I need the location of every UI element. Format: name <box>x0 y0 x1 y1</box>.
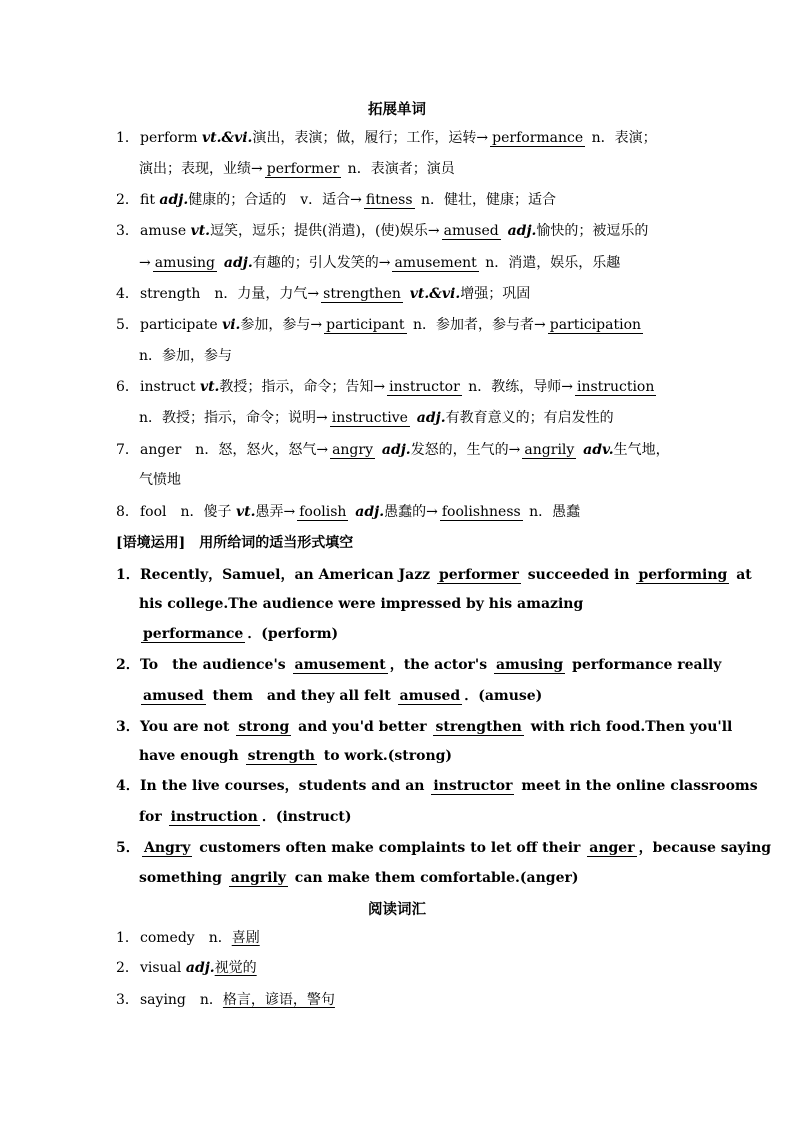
vocab-text: strength n．力量，力气→ <box>140 286 320 302</box>
exercise-text: succeeded in <box>522 567 635 583</box>
vocab-text: participate <box>140 317 223 333</box>
answer-blank: angrily <box>524 442 575 458</box>
part-of-speech: vt. <box>190 223 211 239</box>
answer-blank: performance <box>492 130 584 146</box>
answer-blank: foolishness <box>441 504 521 520</box>
reading-line <box>116 958 686 978</box>
vocab-section-title: 拓展单词 <box>368 101 426 118</box>
answer-blank: amusement <box>294 657 386 673</box>
answer-blank: performance <box>143 626 244 642</box>
part-of-speech: adj. <box>219 255 253 271</box>
item-number: 6． <box>116 379 139 395</box>
reading-word: saying n． <box>140 992 223 1008</box>
exercise-text: for <box>139 809 167 825</box>
part-of-speech: adj. <box>185 960 215 976</box>
reading-word: comedy n． <box>140 930 232 946</box>
vocab-text: 愚弄→ <box>255 504 296 520</box>
vocab-text: 有教育意义的；有启发性的 <box>445 410 614 426</box>
exercise-text: customers often make complaints to let off their <box>194 840 586 856</box>
vocab-text: 愚蠢的→ <box>384 504 438 520</box>
answer-blank: strong <box>238 719 290 735</box>
reading-meaning: 格言，谚语，警句 <box>222 992 335 1008</box>
vocab-text: n．教授；指示，命令；说明→ <box>139 410 328 426</box>
exercise-text: ，the actor's <box>389 657 492 673</box>
vocab-text: perform <box>140 130 202 146</box>
part-of-speech: adj. <box>159 192 189 208</box>
reading-section-title: 阅读词汇 <box>368 901 426 918</box>
part-of-speech: adv. <box>578 442 614 458</box>
answer-blank: anger <box>589 840 635 856</box>
exercise-line <box>139 746 709 766</box>
exercise-text: performance really <box>567 657 722 673</box>
vocab-line <box>116 502 686 522</box>
exercise-text: Recently，Samuel，an American Jazz <box>140 567 435 583</box>
vocab-text: 演出；表现，业绩→ <box>139 161 263 177</box>
vocab-text: n．消遣，娱乐，乐趣 <box>480 255 621 271</box>
vocab-text: anger n．怒，怒火，怒气→ <box>140 442 329 458</box>
vocab-line <box>116 128 686 148</box>
exercise-text: meet in the online classrooms <box>516 778 758 794</box>
vocab-line <box>139 346 709 366</box>
item-number: 4． <box>116 286 139 302</box>
part-of-speech: adj. <box>411 410 446 426</box>
answer-blank: performer <box>266 161 340 177</box>
answer-blank: angry <box>332 442 373 458</box>
exercise-text: have enough <box>139 748 244 764</box>
exercise-text: ．(perform) <box>247 626 339 642</box>
exercise-text: To the audience's <box>140 657 291 673</box>
vocab-line <box>116 315 686 335</box>
exercise-text: In the live courses，students and an <box>140 778 430 794</box>
item-number: 5． <box>116 317 139 333</box>
answer-blank: instruction <box>576 379 655 395</box>
exercise-line <box>139 594 709 614</box>
exercise-text: something <box>139 870 227 886</box>
vocab-text: 气愤地 <box>139 472 181 488</box>
vocab-text: 生气地， <box>613 442 670 458</box>
vocab-text: 有趣的；引人发笑的→ <box>252 255 391 271</box>
vocab-text: n．健壮，健康；适合 <box>416 192 556 208</box>
vocab-text: 健康的；合适的 v．适合→ <box>188 192 362 208</box>
exercise-line <box>139 624 709 644</box>
vocab-text: 发怒的，生气的→ <box>410 442 521 458</box>
answer-blank: amused <box>399 688 461 704</box>
vocab-line <box>116 440 686 460</box>
part-of-speech: adj. <box>350 504 385 520</box>
answer-blank: strength <box>247 748 315 764</box>
vocab-line <box>139 470 709 490</box>
item-number: 7． <box>116 442 139 458</box>
exercise-text: You are not <box>140 719 235 735</box>
answer-blank: amusement <box>394 255 477 271</box>
vocab-text: → <box>139 255 151 271</box>
exercise-line <box>116 655 722 675</box>
vocab-text: n．教练，导师→ <box>463 379 573 395</box>
vocab-text: fool n．傻子 <box>140 504 236 520</box>
vocab-text: n．表演者；演员 <box>343 161 455 177</box>
part-of-speech: vt.&vi. <box>404 286 461 302</box>
exercise-line <box>139 807 709 827</box>
vocab-text: 愉快的；被逗乐的 <box>536 223 649 239</box>
vocab-line <box>116 190 686 210</box>
item-number: 8． <box>116 504 139 520</box>
vocab-text: 参加，参与→ <box>240 317 323 333</box>
exercise-text: at <box>731 567 752 583</box>
answer-blank: performer <box>439 567 519 583</box>
exercise-line <box>139 868 709 888</box>
item-number: 1． <box>116 567 140 583</box>
answer-blank: participant <box>326 317 405 333</box>
vocab-text: 增强；巩固 <box>460 286 531 302</box>
item-number: 1． <box>116 130 139 146</box>
exercise-line <box>116 717 733 737</box>
exercise-line <box>116 565 752 585</box>
answer-blank: instructor <box>433 778 513 794</box>
vocab-text: n．表演； <box>587 130 657 146</box>
exercise-text: and you'd better <box>293 719 432 735</box>
answer-blank: foolish <box>299 504 347 520</box>
reading-line <box>116 990 686 1010</box>
reading-meaning: 视觉的 <box>214 960 257 976</box>
vocab-text: 逗笑，逗乐；提供(消遣)，(使)娱乐→ <box>210 223 440 239</box>
exercise-text: to work.(strong) <box>318 748 453 764</box>
answer-blank: instructive <box>331 410 408 426</box>
part-of-speech: vi. <box>222 317 241 333</box>
exercise-text: with rich food.Then you'll <box>525 719 733 735</box>
vocab-line <box>139 253 709 273</box>
vocab-text: amuse <box>140 223 191 239</box>
item-number: 2． <box>116 657 140 673</box>
vocab-line <box>139 408 709 428</box>
item-number: 3． <box>116 223 139 239</box>
part-of-speech: vt. <box>235 504 256 520</box>
part-of-speech: vt.&vi. <box>201 130 253 146</box>
answer-blank: amusing <box>495 657 564 673</box>
answer-blank: participation <box>549 317 642 333</box>
vocab-text: instruct <box>140 379 200 395</box>
vocab-line <box>116 284 686 304</box>
answer-blank: instructor <box>389 379 460 395</box>
item-number: 2． <box>116 960 139 976</box>
exercise-text: his college.The audience were impressed by his amazing <box>139 596 584 612</box>
exercise-line <box>116 776 758 796</box>
vocab-text: 教授；指示，命令；告知→ <box>219 379 386 395</box>
answer-blank: strengthen <box>323 286 401 302</box>
vocab-line <box>116 377 686 397</box>
item-number: 4． <box>116 778 140 794</box>
item-number: 3． <box>116 992 139 1008</box>
exercise-line <box>116 838 772 858</box>
vocab-line <box>116 221 686 241</box>
reading-meaning: 喜剧 <box>231 930 260 946</box>
context-heading: [语境运用] 用所给词的适当形式填空 <box>116 535 354 551</box>
answer-blank: fitness <box>365 192 413 208</box>
exercise-text: ．(instruct) <box>261 809 352 825</box>
item-number: 1． <box>116 930 139 946</box>
reading-line <box>116 928 686 948</box>
answer-blank: instruction <box>170 809 258 825</box>
exercise-text: can make them comfortable.(anger) <box>289 870 579 886</box>
item-number: 2． <box>116 192 139 208</box>
item-number: 5． <box>116 840 140 856</box>
vocab-text: fit <box>140 192 160 208</box>
vocab-text: n．愚蠢 <box>524 504 581 520</box>
part-of-speech: adj. <box>377 442 411 458</box>
answer-blank: performing <box>638 567 728 583</box>
vocab-line <box>139 159 709 179</box>
item-number: 3． <box>116 719 140 735</box>
exercise-text: ．(amuse) <box>464 688 543 704</box>
exercise-line <box>139 686 709 706</box>
answer-blank: amusing <box>154 255 216 271</box>
vocab-text: 演出，表演；做，履行；工作，运转→ <box>252 130 489 146</box>
vocab-text: n．参加者，参与者→ <box>408 317 546 333</box>
exercise-text: ，because saying <box>638 840 772 856</box>
answer-blank: amused <box>143 688 204 704</box>
part-of-speech: adj. <box>502 223 537 239</box>
answer-blank: amused <box>443 223 499 239</box>
answer-blank: angrily <box>230 870 286 886</box>
vocab-text: n．参加，参与 <box>139 348 233 364</box>
reading-word: visual <box>140 960 186 976</box>
exercise-text: them and they all felt <box>207 688 396 704</box>
answer-blank: strengthen <box>435 719 522 735</box>
part-of-speech: vt. <box>199 379 220 395</box>
answer-blank: Angry <box>144 840 191 856</box>
